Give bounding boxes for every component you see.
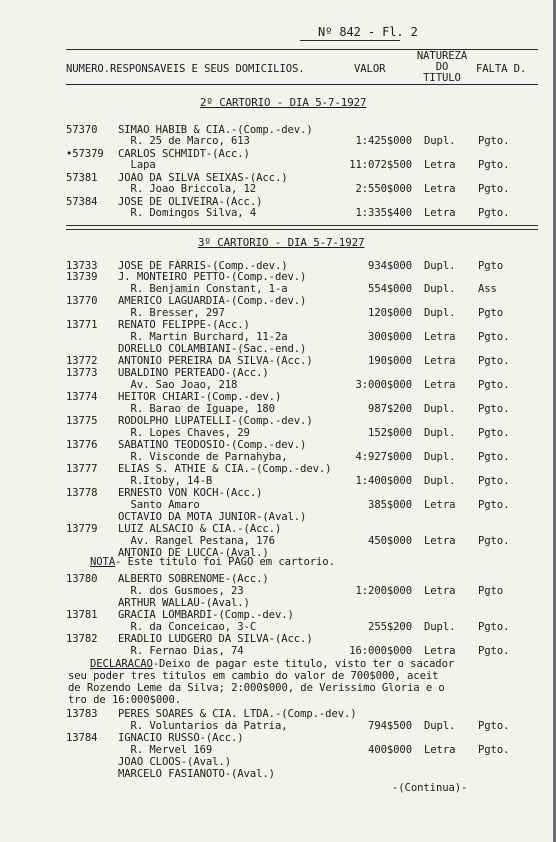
entry-responsible: DORELLO COLAMBIANI-(Sac.-end.) [118, 343, 307, 355]
entry-reason: Pgto. [478, 331, 510, 343]
entry-responsible: SIMAO HABIB & CIA.-(Comp.-dev.) [118, 124, 313, 136]
entry-value: 554$000 [368, 283, 412, 295]
entry-responsible: ERADLIO LUDGERO DA SILVA-(Acc.) [118, 633, 313, 645]
entry-value: 1:200$000 [355, 585, 412, 597]
entry-nature: Dupl. [424, 451, 456, 463]
entry-responsible: HEITOR CHIARI-(Comp.-dev.) [118, 391, 282, 403]
entry-responsible: R. Joao Briccola, 12 [118, 183, 257, 195]
entry-reason: Pgto. [478, 535, 510, 547]
entry-responsible: OCTAVIO DA MOTA JUNIOR-(Aval.) [118, 511, 307, 523]
nota-line [90, 556, 335, 568]
entry-responsible: ANTONIO PEREIRA DA SILVA-(Acc.) [118, 355, 313, 367]
entry-responsible: R. Visconde de Parnahyba, [118, 451, 288, 463]
entry-nature: Letra [424, 535, 456, 547]
declaracao-line-1 [90, 658, 454, 670]
entry-responsible: JOAO DA SILVA SEIXAS-(Acc.) [118, 172, 288, 184]
entry-reason: Pgto. [478, 427, 510, 439]
entry-responsible: ELIAS S. ATHIE & CIA.-(Comp.-dev.) [118, 463, 332, 475]
entry-number: 13782 [66, 633, 98, 645]
section-title-2-cartorio: 2º CARTORIO - DIA 5-7-1927 [200, 96, 367, 109]
entry-number: •57379 [66, 148, 104, 160]
header-bottom-rule [66, 84, 538, 85]
entry-value: 385$000 [368, 499, 412, 511]
entry-responsible: MARCELO FASIANOTO-(Aval.) [118, 768, 275, 780]
entry-number: 13778 [66, 487, 98, 499]
entry-reason: Pgto. [478, 207, 510, 219]
entry-number: 13780 [66, 573, 98, 585]
column-header-natureza: NATUREZA DO TITULO [416, 50, 468, 84]
entry-responsible: R. Voluntarios da Patria, [118, 720, 288, 732]
entry-nature: Dupl. [424, 475, 456, 487]
entry-nature: Dupl. [424, 720, 456, 732]
entry-reason: Pgto. [478, 720, 510, 732]
entry-responsible: R. da Conceicao, 3-C [118, 621, 257, 633]
entry-responsible: R. Bresser, 297 [118, 307, 225, 319]
entry-nature: Dupl. [424, 283, 456, 295]
entry-reason: Ass [478, 283, 497, 295]
entry-nature: Dupl. [424, 135, 456, 147]
entry-value: 794$500 [368, 720, 412, 732]
entry-nature: Dupl. [424, 621, 456, 633]
continua-note: -(Continua)- [392, 782, 468, 794]
entry-reason: Pgto. [478, 403, 510, 415]
section-title-3-cartorio: 3º CARTORIO - DIA 5-7-1927 [198, 236, 365, 249]
entry-number: 13779 [66, 523, 98, 535]
entry-nature: Dupl. [424, 403, 456, 415]
nota-label: NOTA [90, 556, 116, 568]
entry-responsible: Av. Rangel Pestana, 176 [118, 535, 275, 547]
entry-number: 13770 [66, 295, 98, 307]
entry-number: 13771 [66, 319, 98, 331]
entry-value: 190$000 [368, 355, 412, 367]
entry-responsible: RODOLPHO LUPATELLI-(Comp.-dev.) [118, 415, 313, 427]
entry-value: 2:550$000 [355, 183, 412, 195]
entry-nature: Letra [424, 183, 456, 195]
entry-value: 255$200 [368, 621, 412, 633]
entry-reason: Pgto. [478, 475, 510, 487]
entry-number: 13783 [66, 708, 98, 720]
entry-value: 1:400$000 [355, 475, 412, 487]
entry-number: 13777 [66, 463, 98, 475]
entry-number: 57370 [66, 124, 98, 136]
entry-responsible: ERNESTO VON KOCH-(Acc.) [118, 487, 263, 499]
entry-responsible: AMERICO LAGUARDIA-(Comp.-dev.) [118, 295, 307, 307]
entry-value: 3:000$000 [355, 379, 412, 391]
entry-responsible: LUIZ ALSACIO & CIA.-(Acc.) [118, 523, 282, 535]
entry-nature: Dupl. [424, 427, 456, 439]
column-header-falta: FALTA D. [476, 63, 527, 75]
entry-responsible: R.Itoby, 14-B [118, 475, 213, 487]
entry-nature: Dupl. [424, 307, 456, 319]
entry-nature: Dupl. [424, 260, 456, 272]
entry-responsible: PERES SOARES & CIA. LTDA.-(Comp.-dev.) [118, 708, 357, 720]
entry-reason: Pgto [478, 307, 504, 319]
entry-value: 16:000$000 [349, 645, 412, 657]
entry-responsible: R. Domingos Silva, 4 [118, 207, 257, 219]
entry-number: 13784 [66, 732, 98, 744]
entry-number: 57384 [66, 196, 98, 208]
entry-nature: Letra [424, 744, 456, 756]
entry-responsible: Av. Sao Joao, 218 [118, 379, 238, 391]
column-header-valor: VALOR [354, 63, 386, 75]
entry-reason: Pgto. [478, 159, 510, 171]
entry-value: 11:072$500 [349, 159, 412, 171]
entry-reason: Pgto. [478, 355, 510, 367]
entry-nature: Letra [424, 379, 456, 391]
entry-responsible: R. Mervel 169 [118, 744, 213, 756]
entry-value: 1:425$000 [355, 135, 412, 147]
entry-value: 120$000 [368, 307, 412, 319]
folio-number: Nº 842 - Fl. 2 [318, 25, 418, 39]
entry-nature: Letra [424, 585, 456, 597]
entry-responsible: ALBERTO SOBRENOME-(Acc.) [118, 573, 269, 585]
entry-number: 13772 [66, 355, 98, 367]
entry-value: 300$000 [368, 331, 412, 343]
entry-responsible: R. 25 de Marco, 613 [118, 135, 250, 147]
entry-responsible: GRACIA LOMBARDI-(Comp.-dev.) [118, 609, 294, 621]
declaracao-line-2: seu poder tres titulos em cambio do valor de 700$000, aceit [68, 670, 439, 682]
nota-text: - Este titulo foi PAGO em cartorio. [115, 556, 335, 568]
entry-value: 4:927$000 [355, 451, 412, 463]
entry-number: 13781 [66, 609, 98, 621]
entry-responsible: R. Fernao Dias, 74 [118, 645, 244, 657]
entry-number: 13776 [66, 439, 98, 451]
declaracao-label: DECLARACAO [90, 658, 153, 670]
entry-value: 152$000 [368, 427, 412, 439]
declaracao-text-1: -Deixo de pagar este titulo, visto ter o sacador [152, 658, 455, 670]
entry-responsible: Lapa [118, 159, 156, 171]
entry-responsible: JOAO CLOOS-(Aval.) [118, 756, 232, 768]
entry-nature: Letra [424, 355, 456, 367]
entry-reason: Pgto. [478, 645, 510, 657]
entry-reason: Pgto [478, 260, 504, 272]
entry-value: 450$000 [368, 535, 412, 547]
section-separator-rule-2 [66, 229, 538, 230]
entry-nature: Letra [424, 331, 456, 343]
entry-responsible: JOSE DE OLIVEIRA-(Acc.) [118, 196, 263, 208]
entry-number: 13774 [66, 391, 98, 403]
entry-reason: Pgto [478, 585, 504, 597]
folio-underline [300, 40, 400, 41]
entry-responsible: SABATINO TEODOSIO-(Comp.-dev.) [118, 439, 307, 451]
entry-number: 13773 [66, 367, 98, 379]
entry-number: 13733 [66, 260, 98, 272]
entry-responsible: IGNACIO RUSSO-(Acc.) [118, 732, 244, 744]
entry-value: 400$000 [368, 744, 412, 756]
declaracao-line-4: tro de 16:000$000. [68, 694, 182, 706]
entry-reason: Pgto. [478, 379, 510, 391]
entry-reason: Pgto. [478, 621, 510, 633]
entry-responsible: R. Lopes Chaves, 29 [118, 427, 250, 439]
entry-value: 987$200 [368, 403, 412, 415]
entry-responsible: Santo Amaro [118, 499, 200, 511]
entry-nature: Letra [424, 159, 456, 171]
entry-responsible: R. dos Gusmoes, 23 [118, 585, 244, 597]
entry-nature: Letra [424, 499, 456, 511]
entry-responsible: ANTONIO DE LUCCA-(Aval.) [118, 547, 269, 559]
entry-responsible: RENATO FELIPPE-(Acc.) [118, 319, 250, 331]
entry-responsible: R. Benjamin Constant, 1-a [118, 283, 288, 295]
entry-number: 57381 [66, 172, 98, 184]
entry-reason: Pgto. [478, 135, 510, 147]
column-header-numero: NUMERO.RESPONSAVEIS E SEUS DOMICILIOS. [66, 63, 305, 75]
entry-nature: Letra [424, 207, 456, 219]
header-top-rule [66, 49, 538, 50]
declaracao-line-3: de Rozendo Leme da Silva; 2:000$000, de Verissimo Gloria e o [68, 682, 445, 694]
entry-responsible: JOSE DE FARRIS-(Comp.-dev.) [118, 260, 288, 272]
entry-value: 934$000 [368, 260, 412, 272]
entry-responsible: ARTHUR WALLAU-(Aval.) [118, 597, 250, 609]
entry-reason: Pgto. [478, 499, 510, 511]
section-separator-rule [66, 225, 538, 226]
entry-reason: Pgto. [478, 744, 510, 756]
entry-responsible: J. MONTEIRO PETTO-(Comp.-dev.) [118, 271, 307, 283]
entry-responsible: R. Martin Burchard, 11-2a [118, 331, 288, 343]
entry-responsible: CARLOS SCHMIDT-(Acc.) [118, 148, 250, 160]
entry-reason: Pgto. [478, 451, 510, 463]
entry-responsible: R. Barao de Iguape, 180 [118, 403, 275, 415]
entry-number: 13775 [66, 415, 98, 427]
entry-number: 13739 [66, 271, 98, 283]
entry-responsible: UBALDINO PERTEADO-(Acc.) [118, 367, 269, 379]
entry-reason: Pgto. [478, 183, 510, 195]
entry-nature: Letra [424, 645, 456, 657]
entry-value: 1:335$400 [355, 207, 412, 219]
